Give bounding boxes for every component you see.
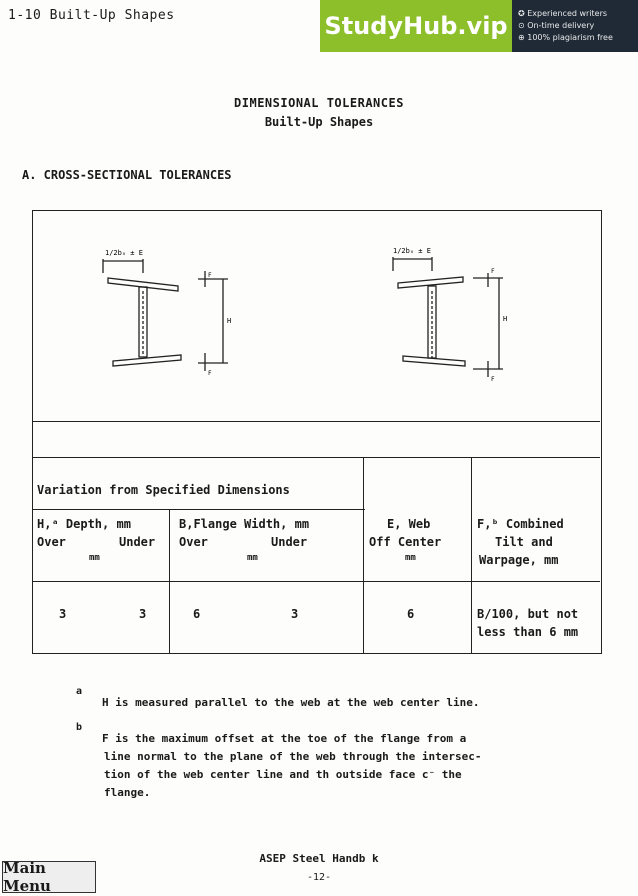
col-b-over: Over — [179, 535, 208, 549]
col-f-sub2: Warpage, mm — [479, 553, 559, 567]
footer-title: ASEP Steel Handb k — [259, 852, 379, 865]
table-rule — [33, 457, 600, 458]
col-f-sub: Tilt and — [495, 535, 553, 549]
page-title: DIMENSIONAL TOLERANCES — [234, 96, 404, 110]
table-rule — [33, 581, 600, 582]
table-rule — [363, 457, 364, 653]
col-b-title: B,Flange Width, mm — [179, 517, 310, 531]
table-rule — [33, 509, 365, 510]
section-label: 1-10 Built-Up Shapes — [8, 8, 175, 23]
left-f-bottom-label: F — [208, 370, 212, 377]
table-rule — [471, 457, 472, 653]
footnote-b-mark: b — [76, 722, 83, 733]
e-value: 6 — [407, 607, 415, 621]
col-h-over: Over — [37, 535, 66, 549]
col-e-sub: Off Center — [369, 535, 442, 549]
f-value-line1: B/100, but not — [477, 607, 579, 621]
footnote-b-line: flange. — [104, 786, 151, 799]
col-h-unit: mm — [89, 553, 100, 563]
left-f-top-label: F — [208, 272, 212, 279]
right-flange-label: 1/2bₓ ± E — [393, 247, 431, 255]
footnote-b-line: tion of the web center line and th outside face c⁻ the — [104, 768, 462, 781]
right-h-label: H — [503, 315, 508, 323]
h-under-value: 3 — [139, 607, 147, 621]
col-b-under: Under — [271, 535, 308, 549]
cross-section-diagram — [33, 211, 600, 421]
section-heading: A. CROSS-SECTIONAL TOLERANCES — [22, 168, 232, 182]
tolerance-table — [32, 210, 602, 654]
studyhub-banner[interactable] — [320, 0, 638, 52]
page-number: -12- — [306, 872, 332, 883]
left-h-label: H — [227, 317, 232, 325]
b-under-value: 3 — [291, 607, 299, 621]
footnote-a-mark: a — [76, 686, 83, 697]
feature-item: ⊙ On-time delivery — [518, 21, 595, 30]
table-rule — [169, 509, 170, 653]
right-f-top-label: F — [491, 268, 495, 275]
feature-item: ⊕ 100% plagiarism free — [518, 33, 613, 42]
f-value-line2: less than 6 mm — [477, 625, 579, 639]
footnote-a-text: H is measured parallel to the web at the web center line. — [102, 696, 480, 709]
footnote-b-line: line normal to the plane of the web through the intersec- — [104, 750, 482, 763]
left-flange-label: 1/2bₓ ± E — [105, 249, 143, 257]
table-rule — [33, 421, 600, 422]
col-f-title: F,ᵇ Combined — [477, 517, 564, 531]
col-h-under: Under — [119, 535, 156, 549]
main-menu-button[interactable]: Main Menu — [2, 861, 96, 893]
col-e-unit: mm — [405, 553, 416, 563]
banner-features — [512, 0, 638, 52]
right-f-bottom-label: F — [491, 376, 495, 383]
feature-item: ✪ Experienced writers — [518, 9, 608, 18]
footnote-b-line: F is the maximum offset at the toe of the flange from a — [102, 732, 467, 745]
brand-name[interactable]: StudyHub.vip — [320, 0, 512, 52]
h-over-value: 3 — [59, 607, 67, 621]
col-e-title: E, Web — [387, 517, 431, 531]
col-b-unit: mm — [247, 553, 258, 563]
col-h-title: H,ᵃ Depth, mm — [37, 517, 131, 531]
b-over-value: 6 — [193, 607, 201, 621]
page-subtitle: Built-Up Shapes — [264, 115, 374, 129]
table-group-header: Variation from Specified Dimensions — [37, 483, 290, 497]
